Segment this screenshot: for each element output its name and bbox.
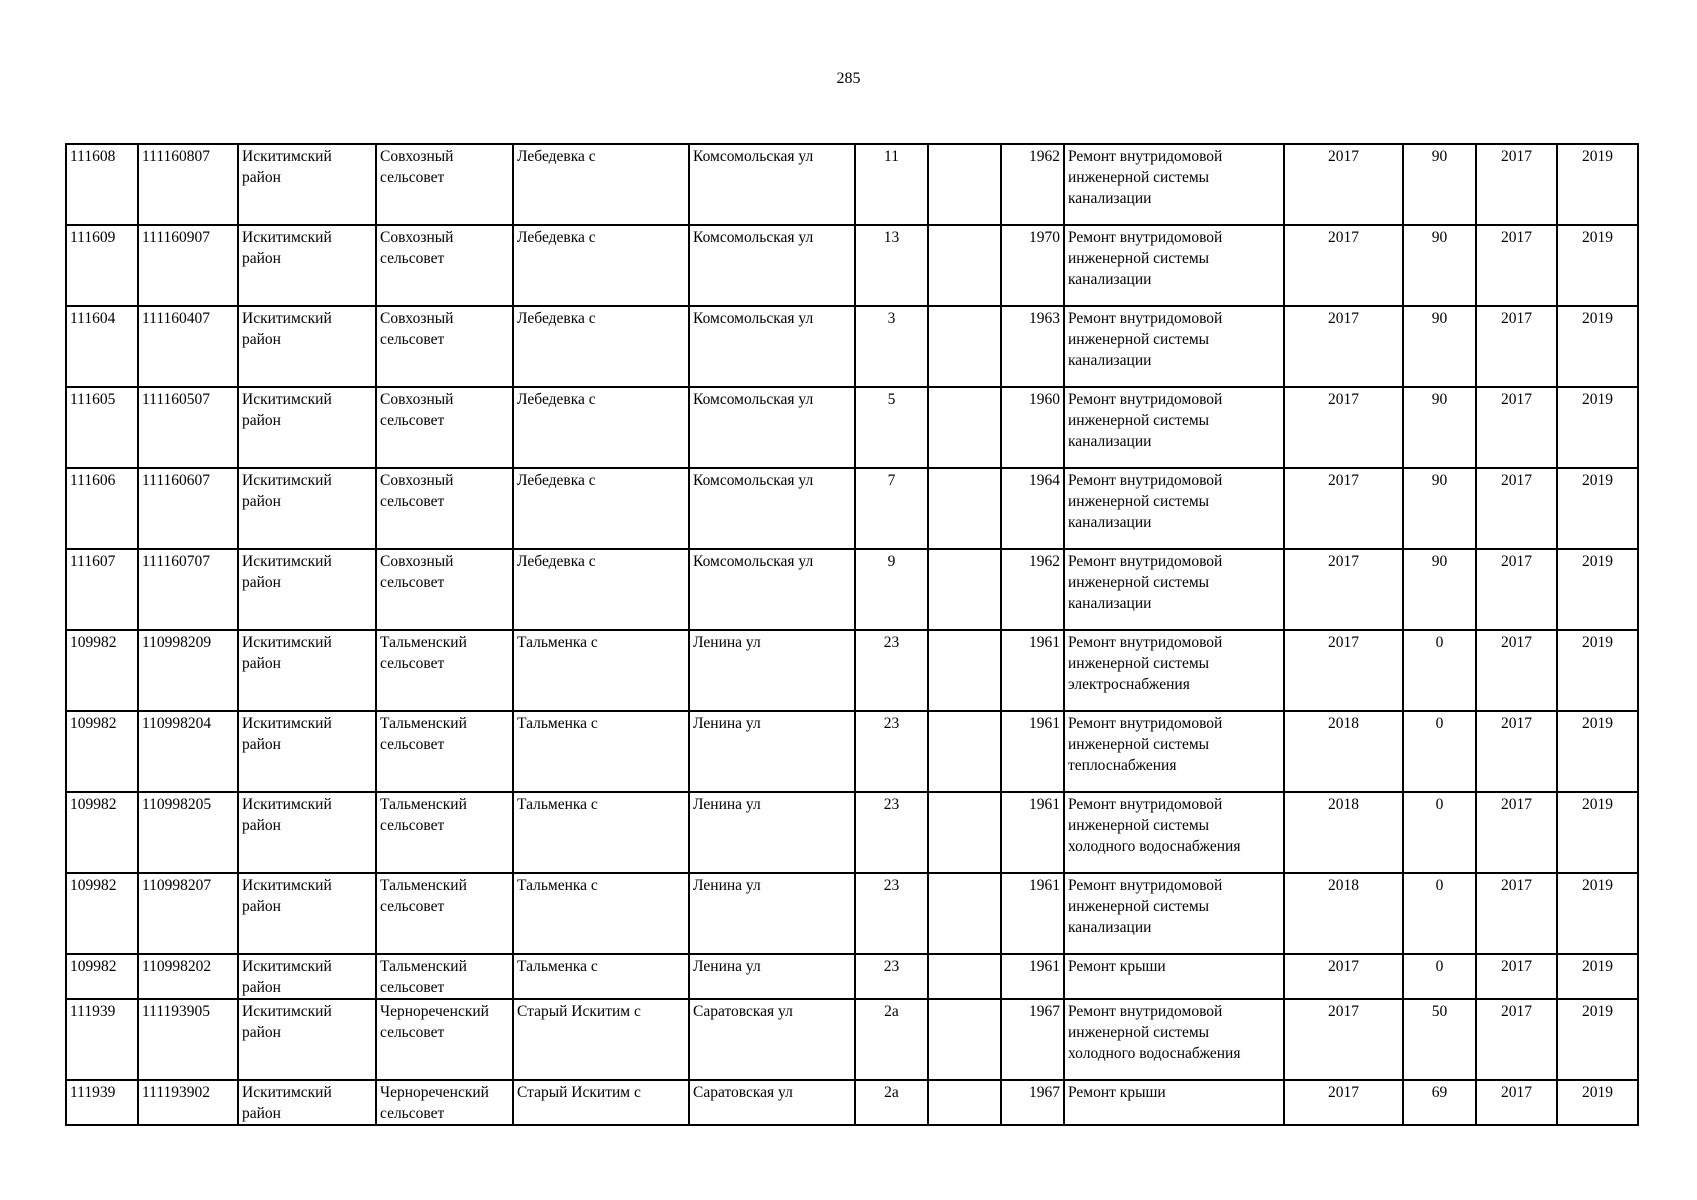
district-cell: Искитимский район: [238, 225, 376, 306]
street-cell: Комсомольская ул: [689, 225, 855, 306]
council-cell: Тальменский сельсовет: [376, 954, 513, 999]
build-year-cell: 1960: [1001, 387, 1064, 468]
period-start-cell: 2017: [1476, 630, 1557, 711]
locality-cell: Тальменка с: [513, 954, 689, 999]
table-row: [66, 468, 1638, 549]
locality-cell: Лебедевка с: [513, 387, 689, 468]
table-row: [66, 144, 1638, 225]
locality-cell: Лебедевка с: [513, 144, 689, 225]
plan-year-cell: 2017: [1284, 999, 1403, 1080]
table-row: [66, 792, 1638, 873]
extra-cell: [928, 954, 1001, 999]
period-start-cell: 2017: [1476, 549, 1557, 630]
house-number-cell: 9: [855, 549, 928, 630]
street-cell: Комсомольская ул: [689, 306, 855, 387]
wear-percent-cell: 0: [1403, 630, 1476, 711]
period-start-cell: 2017: [1476, 468, 1557, 549]
row-id-cell: 109982: [66, 630, 138, 711]
period-start-cell: 2017: [1476, 306, 1557, 387]
district-cell: Искитимский район: [238, 630, 376, 711]
wear-percent-cell: 69: [1403, 1080, 1476, 1125]
work-type-cell: Ремонт внутридомовой инженерной системы канализации: [1064, 387, 1284, 468]
council-cell: Чернореченский сельсовет: [376, 1080, 513, 1125]
wear-percent-cell: 0: [1403, 711, 1476, 792]
table-row: [66, 630, 1638, 711]
work-type-cell: Ремонт внутридомовой инженерной системы канализации: [1064, 468, 1284, 549]
council-cell: Тальменский сельсовет: [376, 630, 513, 711]
row-code-cell: 111160507: [138, 387, 238, 468]
wear-percent-cell: 90: [1403, 387, 1476, 468]
wear-percent-cell: 90: [1403, 144, 1476, 225]
table-row: [66, 873, 1638, 954]
extra-cell: [928, 549, 1001, 630]
council-cell: Совхозный сельсовет: [376, 549, 513, 630]
district-cell: Искитимский район: [238, 954, 376, 999]
plan-year-cell: 2017: [1284, 954, 1403, 999]
street-cell: Саратовская ул: [689, 1080, 855, 1125]
district-cell: Искитимский район: [238, 549, 376, 630]
extra-cell: [928, 792, 1001, 873]
plan-year-cell: 2018: [1284, 711, 1403, 792]
row-code-cell: 111160907: [138, 225, 238, 306]
row-id-cell: 111604: [66, 306, 138, 387]
row-code-cell: 110998204: [138, 711, 238, 792]
repair-schedule-table: [65, 143, 1639, 1126]
period-start-cell: 2017: [1476, 954, 1557, 999]
build-year-cell: 1962: [1001, 144, 1064, 225]
plan-year-cell: 2017: [1284, 144, 1403, 225]
street-cell: Комсомольская ул: [689, 549, 855, 630]
locality-cell: Тальменка с: [513, 630, 689, 711]
extra-cell: [928, 387, 1001, 468]
work-type-cell: Ремонт внутридомовой инженерной системы электроснабжения: [1064, 630, 1284, 711]
district-cell: Искитимский район: [238, 792, 376, 873]
plan-year-cell: 2017: [1284, 306, 1403, 387]
extra-cell: [928, 468, 1001, 549]
plan-year-cell: 2017: [1284, 468, 1403, 549]
row-code-cell: 111193902: [138, 1080, 238, 1125]
house-number-cell: 13: [855, 225, 928, 306]
extra-cell: [928, 873, 1001, 954]
build-year-cell: 1962: [1001, 549, 1064, 630]
district-cell: Искитимский район: [238, 999, 376, 1080]
row-id-cell: 109982: [66, 873, 138, 954]
council-cell: Совхозный сельсовет: [376, 144, 513, 225]
row-id-cell: 109982: [66, 792, 138, 873]
district-cell: Искитимский район: [238, 468, 376, 549]
build-year-cell: 1963: [1001, 306, 1064, 387]
period-start-cell: 2017: [1476, 873, 1557, 954]
row-code-cell: 111160607: [138, 468, 238, 549]
build-year-cell: 1961: [1001, 792, 1064, 873]
locality-cell: Тальменка с: [513, 792, 689, 873]
council-cell: Тальменский сельсовет: [376, 792, 513, 873]
work-type-cell: Ремонт внутридомовой инженерной системы канализации: [1064, 306, 1284, 387]
house-number-cell: 23: [855, 711, 928, 792]
street-cell: Ленина ул: [689, 873, 855, 954]
period-start-cell: 2017: [1476, 144, 1557, 225]
work-type-cell: Ремонт внутридомовой инженерной системы холодного водоснабжения: [1064, 792, 1284, 873]
district-cell: Искитимский район: [238, 144, 376, 225]
house-number-cell: 23: [855, 873, 928, 954]
council-cell: Тальменский сельсовет: [376, 711, 513, 792]
house-number-cell: 23: [855, 630, 928, 711]
build-year-cell: 1961: [1001, 954, 1064, 999]
work-type-cell: Ремонт крыши: [1064, 1080, 1284, 1125]
locality-cell: Лебедевка с: [513, 549, 689, 630]
work-type-cell: Ремонт крыши: [1064, 954, 1284, 999]
table-row: [66, 306, 1638, 387]
row-id-cell: 111609: [66, 225, 138, 306]
wear-percent-cell: 90: [1403, 549, 1476, 630]
work-type-cell: Ремонт внутридомовой инженерной системы канализации: [1064, 549, 1284, 630]
row-code-cell: 110998209: [138, 630, 238, 711]
work-type-cell: Ремонт внутридомовой инженерной системы канализации: [1064, 873, 1284, 954]
plan-year-cell: 2017: [1284, 387, 1403, 468]
period-end-cell: 2019: [1557, 792, 1638, 873]
build-year-cell: 1967: [1001, 999, 1064, 1080]
street-cell: Ленина ул: [689, 792, 855, 873]
period-end-cell: 2019: [1557, 549, 1638, 630]
row-id-cell: 109982: [66, 954, 138, 999]
build-year-cell: 1961: [1001, 873, 1064, 954]
locality-cell: Старый Искитим с: [513, 1080, 689, 1125]
wear-percent-cell: 50: [1403, 999, 1476, 1080]
period-start-cell: 2017: [1476, 792, 1557, 873]
plan-year-cell: 2017: [1284, 225, 1403, 306]
table-row: [66, 225, 1638, 306]
council-cell: Совхозный сельсовет: [376, 225, 513, 306]
period-start-cell: 2017: [1476, 711, 1557, 792]
street-cell: Комсомольская ул: [689, 468, 855, 549]
period-end-cell: 2019: [1557, 1080, 1638, 1125]
period-start-cell: 2017: [1476, 225, 1557, 306]
row-code-cell: 111160407: [138, 306, 238, 387]
work-type-cell: Ремонт внутридомовой инженерной системы теплоснабжения: [1064, 711, 1284, 792]
period-end-cell: 2019: [1557, 144, 1638, 225]
house-number-cell: 5: [855, 387, 928, 468]
council-cell: Совхозный сельсовет: [376, 306, 513, 387]
table-row: [66, 1080, 1638, 1125]
work-type-cell: Ремонт внутридомовой инженерной системы холодного водоснабжения: [1064, 999, 1284, 1080]
house-number-cell: 11: [855, 144, 928, 225]
period-end-cell: 2019: [1557, 468, 1638, 549]
extra-cell: [928, 306, 1001, 387]
period-start-cell: 2017: [1476, 999, 1557, 1080]
house-number-cell: 23: [855, 954, 928, 999]
build-year-cell: 1961: [1001, 630, 1064, 711]
extra-cell: [928, 225, 1001, 306]
build-year-cell: 1961: [1001, 711, 1064, 792]
wear-percent-cell: 0: [1403, 954, 1476, 999]
extra-cell: [928, 630, 1001, 711]
build-year-cell: 1967: [1001, 1080, 1064, 1125]
plan-year-cell: 2017: [1284, 630, 1403, 711]
row-code-cell: 111193905: [138, 999, 238, 1080]
wear-percent-cell: 90: [1403, 306, 1476, 387]
extra-cell: [928, 1080, 1001, 1125]
wear-percent-cell: 0: [1403, 873, 1476, 954]
row-code-cell: 110998202: [138, 954, 238, 999]
period-end-cell: 2019: [1557, 999, 1638, 1080]
period-end-cell: 2019: [1557, 873, 1638, 954]
period-end-cell: 2019: [1557, 306, 1638, 387]
extra-cell: [928, 144, 1001, 225]
table-row: [66, 711, 1638, 792]
work-type-cell: Ремонт внутридомовой инженерной системы канализации: [1064, 144, 1284, 225]
plan-year-cell: 2017: [1284, 549, 1403, 630]
work-type-cell: Ремонт внутридомовой инженерной системы канализации: [1064, 225, 1284, 306]
locality-cell: Лебедевка с: [513, 225, 689, 306]
district-cell: Искитимский район: [238, 1080, 376, 1125]
row-id-cell: 111607: [66, 549, 138, 630]
council-cell: Чернореченский сельсовет: [376, 999, 513, 1080]
wear-percent-cell: 90: [1403, 468, 1476, 549]
district-cell: Искитимский район: [238, 711, 376, 792]
house-number-cell: 3: [855, 306, 928, 387]
house-number-cell: 2а: [855, 999, 928, 1080]
street-cell: Саратовская ул: [689, 999, 855, 1080]
extra-cell: [928, 999, 1001, 1080]
plan-year-cell: 2018: [1284, 873, 1403, 954]
row-id-cell: 111606: [66, 468, 138, 549]
build-year-cell: 1970: [1001, 225, 1064, 306]
street-cell: Комсомольская ул: [689, 387, 855, 468]
row-id-cell: 111608: [66, 144, 138, 225]
table-row: [66, 954, 1638, 999]
page-number: 285: [836, 70, 861, 87]
street-cell: Комсомольская ул: [689, 144, 855, 225]
house-number-cell: 7: [855, 468, 928, 549]
period-end-cell: 2019: [1557, 225, 1638, 306]
period-start-cell: 2017: [1476, 387, 1557, 468]
build-year-cell: 1964: [1001, 468, 1064, 549]
row-id-cell: 109982: [66, 711, 138, 792]
wear-percent-cell: 0: [1403, 792, 1476, 873]
council-cell: Тальменский сельсовет: [376, 873, 513, 954]
district-cell: Искитимский район: [238, 873, 376, 954]
locality-cell: Лебедевка с: [513, 306, 689, 387]
period-end-cell: 2019: [1557, 711, 1638, 792]
locality-cell: Тальменка с: [513, 873, 689, 954]
period-end-cell: 2019: [1557, 954, 1638, 999]
table-row: [66, 387, 1638, 468]
locality-cell: Лебедевка с: [513, 468, 689, 549]
street-cell: Ленина ул: [689, 711, 855, 792]
extra-cell: [928, 711, 1001, 792]
council-cell: Совхозный сельсовет: [376, 387, 513, 468]
row-id-cell: 111939: [66, 999, 138, 1080]
row-id-cell: 111605: [66, 387, 138, 468]
row-code-cell: 111160707: [138, 549, 238, 630]
street-cell: Ленина ул: [689, 630, 855, 711]
district-cell: Искитимский район: [238, 306, 376, 387]
period-start-cell: 2017: [1476, 1080, 1557, 1125]
table-row: [66, 549, 1638, 630]
locality-cell: Старый Искитим с: [513, 999, 689, 1080]
house-number-cell: 2а: [855, 1080, 928, 1125]
wear-percent-cell: 90: [1403, 225, 1476, 306]
row-code-cell: 111160807: [138, 144, 238, 225]
plan-year-cell: 2018: [1284, 792, 1403, 873]
street-cell: Ленина ул: [689, 954, 855, 999]
house-number-cell: 23: [855, 792, 928, 873]
row-id-cell: 111939: [66, 1080, 138, 1125]
district-cell: Искитимский район: [238, 387, 376, 468]
table-row: [66, 999, 1638, 1080]
period-end-cell: 2019: [1557, 387, 1638, 468]
row-code-cell: 110998207: [138, 873, 238, 954]
locality-cell: Тальменка с: [513, 711, 689, 792]
period-end-cell: 2019: [1557, 630, 1638, 711]
council-cell: Совхозный сельсовет: [376, 468, 513, 549]
table-body: [66, 144, 1638, 1125]
row-code-cell: 110998205: [138, 792, 238, 873]
plan-year-cell: 2017: [1284, 1080, 1403, 1125]
